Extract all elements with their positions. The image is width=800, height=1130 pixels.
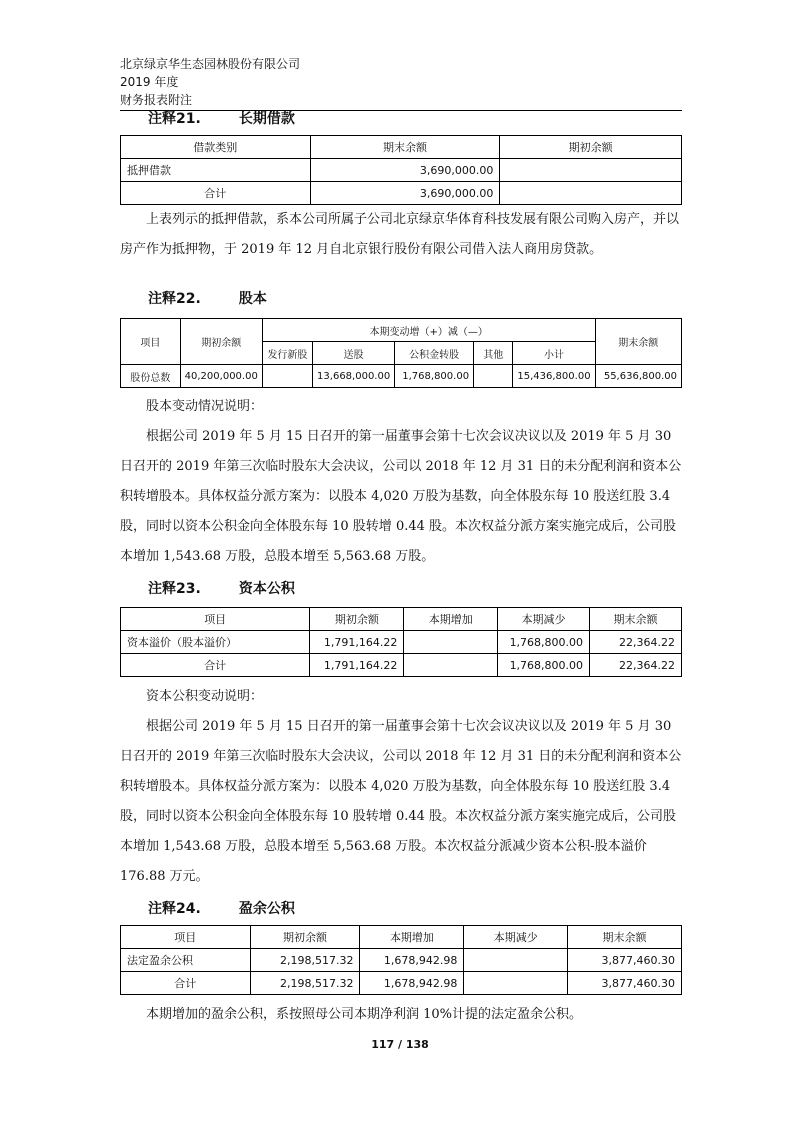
report-year: 2019 年度 <box>120 75 179 89</box>
page-number: 117 / 138 <box>371 1038 429 1051</box>
begin-balance: 40,200,000.00 <box>180 365 262 388</box>
decrease <box>464 949 568 972</box>
begin-balance: 1,791,164.22 <box>310 631 404 654</box>
subheader-cell: 送股 <box>313 342 395 365</box>
end-balance: 3,877,460.30 <box>568 972 682 995</box>
new-issue <box>262 365 312 388</box>
row-label: 合计 <box>121 654 310 677</box>
decrease: 1,768,800.00 <box>498 631 590 654</box>
header-cell: 期末余额 <box>590 608 682 631</box>
note21-table <box>120 135 682 205</box>
note24-table <box>120 925 682 995</box>
decrease <box>464 972 568 995</box>
note23-text <box>120 682 682 892</box>
begin-balance <box>500 182 682 205</box>
note24-title: 盈余公积 <box>238 901 295 917</box>
note23-title: 资本公积 <box>238 581 295 597</box>
paragraph: 根据公司 2019 年 5 月 15 日召开的第一届董事会第十七次会议决议以及 2019 年 5 月 30 日召开的 2019 年第三次临时股东大会决议，公司以 2018 年 12 月 31 日的未分配利润和资本公积转增股本。具体权益分派方案为：以股本 4,020 万股为基数，向全体股东每 10 股送红股 3.4 股，同时以资本公积金向全体股东每 10 股转增 0.44 股。本次权益分派方案实施完成后，公司股本增加 1,543.68 万股，总股本增至 5,563.68 万股。本次权益分派减少资本公积-股本溢价 176.88 万元。 <box>120 719 682 884</box>
header-cell: 项目 <box>121 926 251 949</box>
header-cell: 期末余额 <box>310 136 500 159</box>
bonus-shares: 13,668,000.00 <box>313 365 395 388</box>
header-cell: 期初余额 <box>250 926 360 949</box>
end-balance: 22,364.22 <box>590 631 682 654</box>
table-row <box>121 365 682 388</box>
table-row-total <box>121 972 682 995</box>
page-header <box>120 55 300 109</box>
header-cell: 本期减少 <box>464 926 568 949</box>
row-label: 合计 <box>121 972 251 995</box>
document-type: 财务报表附注 <box>120 93 193 107</box>
note22-heading <box>148 288 267 308</box>
begin-balance: 2,198,517.32 <box>250 949 360 972</box>
note23-heading <box>148 578 295 598</box>
note21-number: 注释21. <box>148 111 201 127</box>
row-label: 合计 <box>121 182 311 205</box>
decrease: 1,768,800.00 <box>498 654 590 677</box>
table-header-row <box>121 319 682 342</box>
note21-title: 长期借款 <box>238 111 295 127</box>
header-cell: 期初余额 <box>500 136 682 159</box>
header-cell: 本期减少 <box>498 608 590 631</box>
header-cell: 期初余额 <box>180 319 262 365</box>
note21-heading <box>148 108 295 128</box>
table-header-row <box>121 926 682 949</box>
increase: 1,678,942.98 <box>360 949 464 972</box>
paragraph: 本期增加的盈余公积，系按照母公司本期净利润 10%计提的法定盈余公积。 <box>146 1007 583 1022</box>
table-header-row <box>121 136 682 159</box>
header-cell: 期末余额 <box>568 926 682 949</box>
header-cell: 期末余额 <box>595 319 681 365</box>
begin-balance <box>500 159 682 182</box>
header-cell: 本期增加 <box>404 608 498 631</box>
note22-text <box>120 392 682 572</box>
header-cell: 本期增加 <box>360 926 464 949</box>
note24-heading <box>148 898 295 918</box>
increase <box>404 631 498 654</box>
paragraph-title: 资本公积变动说明： <box>146 689 264 704</box>
paragraph: 上表列示的抵押借款，系本公司所属子公司北京绿京华体育科技发展有限公司购入房产，并以房产作为抵押物，于 2019 年 12 月自北京银行股份有限公司借入法人商用房贷款。 <box>120 212 680 257</box>
row-label: 法定盈余公积 <box>121 949 251 972</box>
table-row-total <box>121 182 682 205</box>
note24-text <box>120 1000 682 1030</box>
note23-table <box>120 607 682 677</box>
subheader-cell: 发行新股 <box>262 342 312 365</box>
header-cell: 借款类别 <box>121 136 311 159</box>
row-label: 抵押借款 <box>121 159 311 182</box>
end-balance: 22,364.22 <box>590 654 682 677</box>
row-label: 股份总数 <box>121 365 181 388</box>
note22-table <box>120 318 682 388</box>
reserve-conversion: 1,768,800.00 <box>395 365 474 388</box>
other <box>474 365 513 388</box>
note23-number: 注释23. <box>148 581 201 597</box>
table-row <box>121 949 682 972</box>
header-cell: 期初余额 <box>310 608 404 631</box>
header-cell: 本期变动增（+）减（—） <box>262 319 595 342</box>
end-balance: 3,690,000.00 <box>310 182 500 205</box>
table-header-row <box>121 608 682 631</box>
table-row-total <box>121 654 682 677</box>
table-row <box>121 159 682 182</box>
end-balance: 55,636,800.00 <box>595 365 681 388</box>
note22-number: 注释22. <box>148 291 201 307</box>
subheader-cell: 其他 <box>474 342 513 365</box>
note24-number: 注释24. <box>148 901 201 917</box>
increase: 1,678,942.98 <box>360 972 464 995</box>
begin-balance: 2,198,517.32 <box>250 972 360 995</box>
begin-balance: 1,791,164.22 <box>310 654 404 677</box>
subtotal: 15,436,800.00 <box>513 365 595 388</box>
company-name: 北京绿京华生态园林股份有限公司 <box>120 57 301 71</box>
header-cell: 项目 <box>121 608 310 631</box>
end-balance: 3,877,460.30 <box>568 949 682 972</box>
header-cell: 项目 <box>121 319 181 365</box>
note22-title: 股本 <box>238 291 267 307</box>
increase <box>404 654 498 677</box>
paragraph: 根据公司 2019 年 5 月 15 日召开的第一届董事会第十七次会议决议以及 2019 年 5 月 30 日召开的 2019 年第三次临时股东大会决议，公司以 2018 年 12 月 31 日的未分配利润和资本公积转增股本。具体权益分派方案为：以股本 4,020 万股为基数，向全体股东每 10 股送红股 3.4 股，同时以资本公积金向全体股东每 10 股转增 0.44 股。本次权益分派方案实施完成后，公司股本增加 1,543.68 万股，总股本增至 5,563.68 万股。 <box>120 429 682 564</box>
paragraph-title: 股本变动情况说明： <box>146 399 264 414</box>
end-balance: 3,690,000.00 <box>310 159 500 182</box>
subheader-cell: 小计 <box>513 342 595 365</box>
note21-text <box>120 205 682 265</box>
row-label: 资本溢价（股本溢价） <box>121 631 310 654</box>
table-row <box>121 631 682 654</box>
subheader-cell: 公积金转股 <box>395 342 474 365</box>
